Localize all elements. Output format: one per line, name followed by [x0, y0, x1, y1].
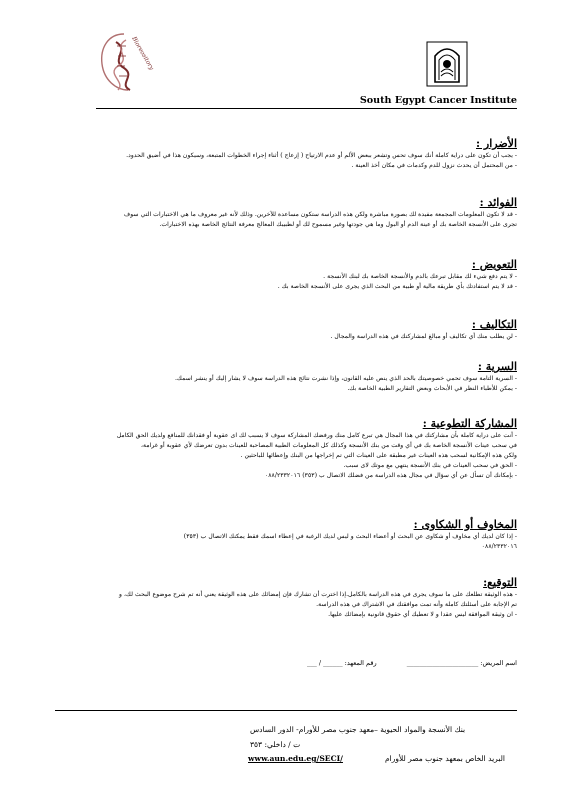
risks-line: - يجب أن تكون على دراية كاملة أنك سوف تحس وتشعر ببعض الألم أو عدم الارتياح ( إزعاج ) أثناء إجراء الخطوات المتبعة، وسيكون هذا في أضيق الحدود. [126, 152, 517, 159]
voluntary-title: المشاركة التطوعية : [422, 417, 517, 430]
voluntary-line: ولكن هذه الإمكانية لسحب هذه العينات غير مطبقة على العينات التي تم إخراجها من البنك وإعطائها للباحثين . [240, 452, 517, 459]
voluntary-section [55, 417, 517, 481]
voluntary-line: - أنت على دراية كاملة بأن مشاركتك في هذا المجال هي تبرع كامل منك ورفضك المشاركة سوف لا يسبب لك اى عقوبة أو فقدانك للمنافع ولديك الحق الكامل [116, 432, 517, 439]
patient-name-field[interactable]: اسم المريض: ______________________ [406, 659, 517, 667]
footer-divider [55, 710, 517, 711]
costs-title: التكاليف : [471, 318, 517, 331]
benefits-line: - قد لا تكون المعلومات المجمعة مفيدة لك بصورة مباشرة ولكن هذه الدراسة ستكون مساعدة للآخرين. وذلك لأنه غير معروف ما هي الاختبارات التي سوف [123, 211, 517, 218]
signing-section [55, 576, 517, 620]
concerns-line: ٠٨٨/٢٣٣٢٠١٦ [481, 543, 517, 550]
compensation-section [55, 258, 517, 292]
risks-title: الأضرار : [476, 137, 517, 150]
signing-line: - هذه الوثيقة تطلعك على ما سوف يجرى في هذه الدراسة بالكامل.إذا اخترت أن تشارك فإن إمضائك على هذه الوثيقة يعني أنه تم شرح موضوع البحث لك، و [118, 591, 517, 598]
institute-seal-logo [425, 40, 469, 88]
concerns-line: - إذا كان لديك أي مخاوف أو شكاوى عن البحث أو أعضاء البحث و ليس لديك الرغبة في إعطاء اسمك فقط يمكنك الاتصال ب (٣٥٣) [183, 533, 517, 540]
confidentiality-section [55, 360, 517, 394]
institute-name: South Egypt Cancer Institute [359, 95, 517, 106]
compensation-line: - لا يتم دفع شيء لك مقابل تبرعك بالدم والأنسجة الخاصة بك لبنك الأنسجة . [323, 273, 517, 280]
costs-line: - لن يطلب منك أي تكاليف أو مبالغ لمشاركتك في هذه الدراسة والمجال . [330, 333, 517, 340]
voluntary-line: - الحق في سحب العينات في بنك الأنسجة ينتهي مع موتك لاى سبب. [343, 462, 517, 469]
signing-line: تم الإجابة على أسئلتك كاملة وأنه تمت موافقتك في الاشتراك في هذه الدراسة. [316, 601, 517, 608]
footer-address: بنك الأنسجة والمواد الحيوية –معهد جنوب مصر للأورام- الدور السادس [250, 725, 466, 734]
biorepository-logo [96, 30, 155, 94]
risks-section [55, 137, 517, 171]
concerns-title: المخاوف أو الشكاوى : [413, 518, 517, 531]
voluntary-line: - بإمكانك أن تسأل عن أي سؤال في مجال هذه الدراسة من فضلك الاتصال ب (٣٥٣) ٠٨٨/٢٣٣٢٠١٦ [264, 472, 517, 479]
confidentiality-line: - السرية التامة سوف تحمي خصوصيتك بالحد الذي ينص عليه القانون، وإذا نشرت نتائج هذه الدراسة سوف لا يشار إليك أو ينشر اسمك. [174, 375, 517, 382]
compensation-line: - قد لا يتم استفادتك بأي طريقة مالية أو طبية من البحث الذي يجرى على الأنسجة الخاصة بك . [277, 283, 517, 290]
header-divider [96, 108, 517, 109]
logo-wordmark: Bioreository [130, 35, 155, 72]
voluntary-line: في سحب عينات الأنسجة الخاصة بك في أي وقت من بنك الأنسجة وكذلك كل المعلومات الطبية المصاحبة للعينات بدون تعرضك لأي عقوبة أو غرامة، [141, 442, 517, 449]
compensation-title: التعويض : [471, 258, 517, 271]
footer-website-link[interactable]: www.aun.edu.eg/SECI/ [248, 754, 343, 763]
signing-line: - ان وثيقة الموافقة ليس عقدا و لا تعطيك أي حقوق قانونية بإمضائك عليها. [328, 611, 517, 618]
confidentiality-title: السرية : [477, 360, 517, 373]
footer-email-label: البريد الخاص بمعهد جنوب مصر للأورام [385, 754, 505, 763]
costs-section [55, 318, 517, 342]
record-number-field[interactable]: رقم المعهد: ______ / ___ [307, 659, 377, 667]
signature-fields [303, 659, 517, 667]
footer-extension: ت / داخلي: ٣٥٣ [250, 740, 301, 749]
risks-line: - من المحتمل أن يحدث نزول للدم وكدمات في مكان أخذ العينة . [351, 162, 517, 169]
confidentiality-line: - يمكن للأطباء النظر في الأبحاث وبعض التقارير الطبية الخاصة بك. [347, 385, 517, 392]
concerns-section [55, 518, 517, 552]
signing-title: التوقيع: [483, 576, 517, 589]
benefits-section [55, 196, 517, 230]
benefits-title: الفوائد : [479, 196, 517, 209]
benefits-line: تجرى على الأنسجة الخاصة بك أو عينة الدم أو البول وما هي جودتها وغير مسموح لك أو لطبيبك المعالج معرفة النتائج الخاصة بهذه الاختبارات. [159, 221, 517, 228]
